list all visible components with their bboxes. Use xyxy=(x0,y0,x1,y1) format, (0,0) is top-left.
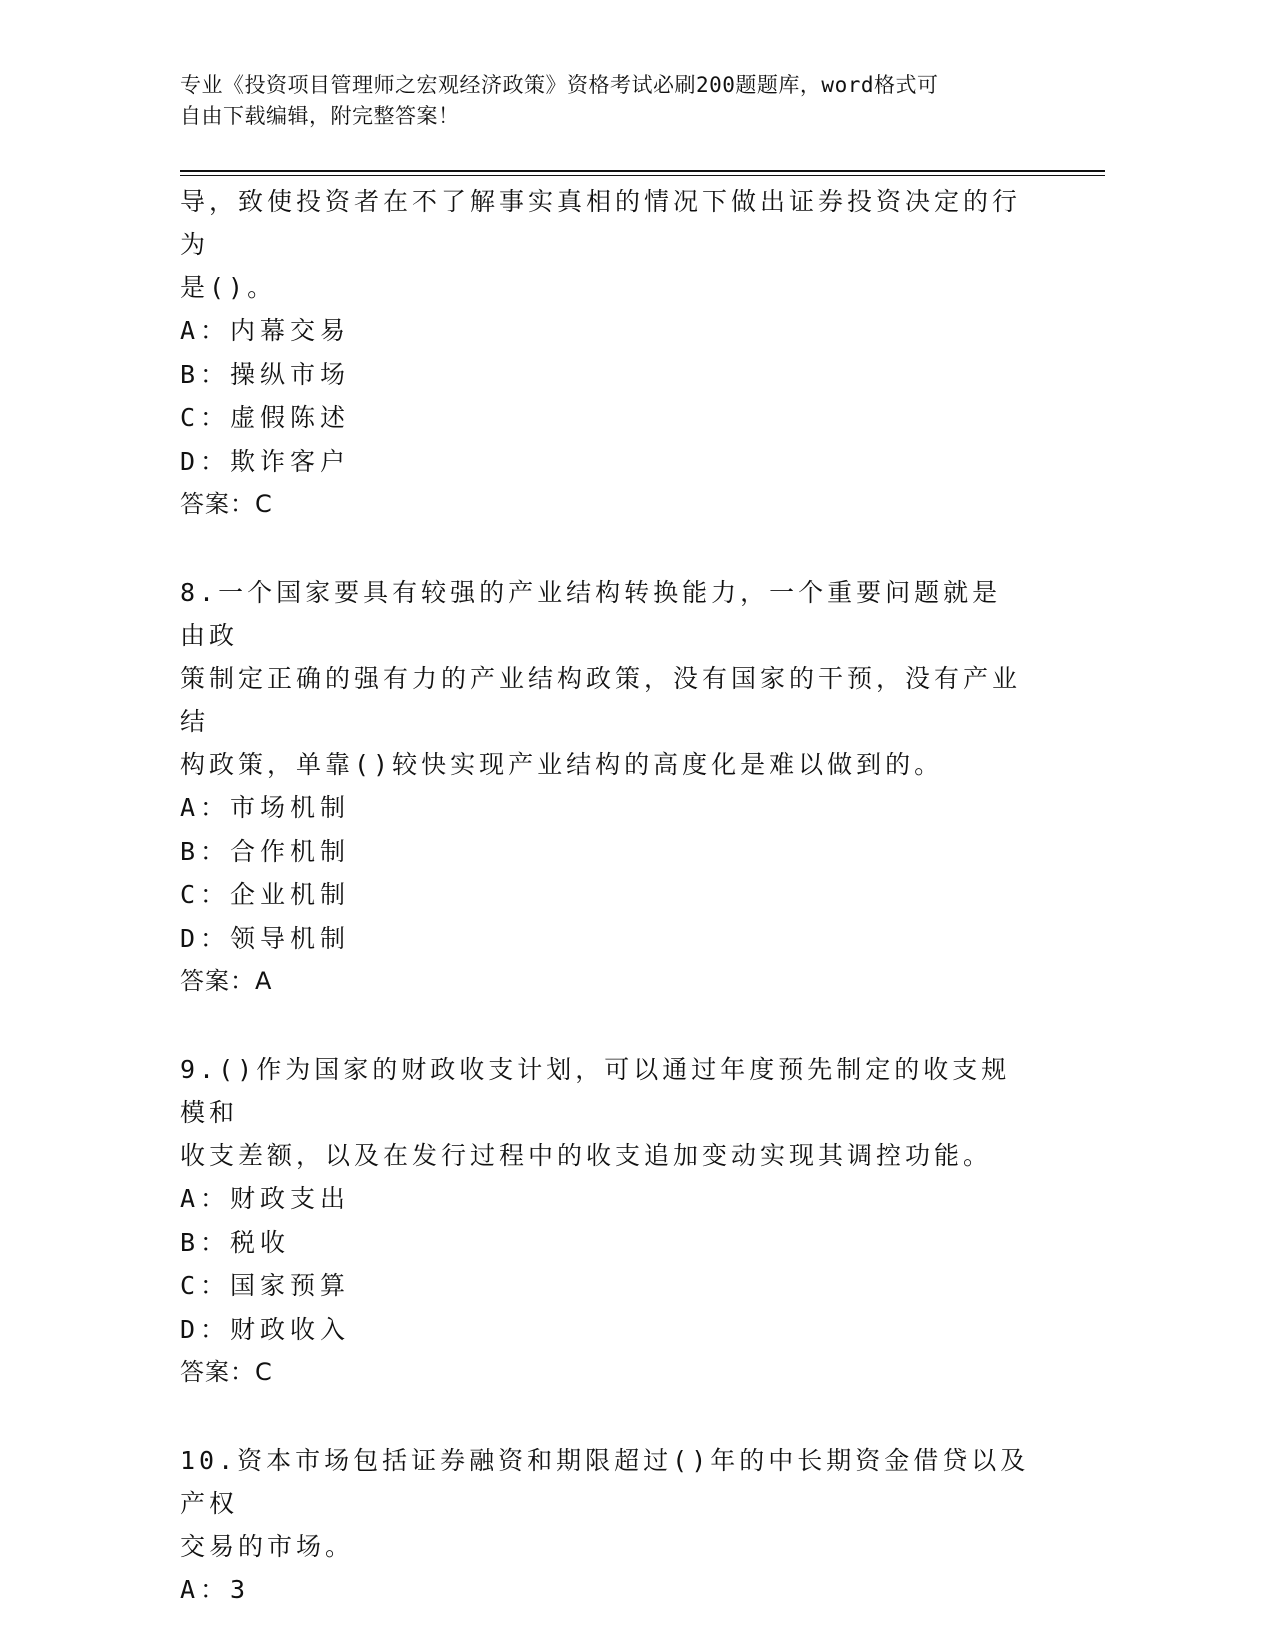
option-b: B：合作机制 xyxy=(180,836,351,866)
header-line-2: 自由下载编辑，附完整答案！ xyxy=(180,104,460,128)
question-9 xyxy=(180,1048,1030,1395)
option-d: D：领导机制 xyxy=(180,923,351,953)
question-stem-line: 构政策，单靠()较快实现产业结构的高度化是难以做到的。 xyxy=(180,749,944,779)
option-d: D：欺诈客户 xyxy=(180,446,351,476)
answer-line: 答案：C xyxy=(180,1358,273,1387)
question-stem-line: 收支差额，以及在发行过程中的收支追加变动实现其调控功能。 xyxy=(180,1140,993,1170)
answer-line: 答案：A xyxy=(180,967,273,996)
answer-line: 答案：C xyxy=(180,490,273,519)
question-stem-line: 10.资本市场包括证券融资和期限超过()年的中长期资金借贷以及产权 xyxy=(180,1445,1030,1518)
question-stem-line: 是()。 xyxy=(180,273,277,302)
option-a: A：3 xyxy=(180,1574,251,1604)
question-8 xyxy=(180,571,1030,1004)
option-a: A：市场机制 xyxy=(180,792,351,822)
option-d: D：财政收入 xyxy=(180,1314,351,1344)
header-divider xyxy=(180,170,1105,172)
question-stem-line: 8.一个国家要具有较强的产业结构转换能力，一个重要问题就是由政 xyxy=(180,577,1002,650)
question-stem-line: 交易的市场。 xyxy=(180,1531,355,1561)
option-c: C：企业机制 xyxy=(180,880,351,910)
option-b: B：操纵市场 xyxy=(180,359,351,389)
question-stem-line: 导，致使投资者在不了解事实真相的情况下做出证券投资决定的行为 xyxy=(180,187,1022,259)
question-stem-line: 策制定正确的强有力的产业结构政策，没有国家的干预，没有产业结 xyxy=(180,663,1022,736)
question-stem-line: 9.()作为国家的财政收支计划，可以通过年度预先制定的收支规模和 xyxy=(180,1054,1011,1127)
header-line-1: 专业《投资项目管理师之宏观经济政策》资格考试必刷200题题库，word格式可 xyxy=(180,73,939,97)
option-c: C：国家预算 xyxy=(180,1271,351,1301)
question-list xyxy=(180,180,1030,1612)
page-header xyxy=(180,70,1040,132)
option-a: A：财政支出 xyxy=(180,1183,351,1213)
question-10 xyxy=(180,1439,1030,1612)
option-c: C：虚假陈述 xyxy=(180,403,351,433)
question-7-continued xyxy=(180,180,1030,527)
option-b: B：税收 xyxy=(180,1227,291,1257)
option-a: A：内幕交易 xyxy=(180,316,351,345)
